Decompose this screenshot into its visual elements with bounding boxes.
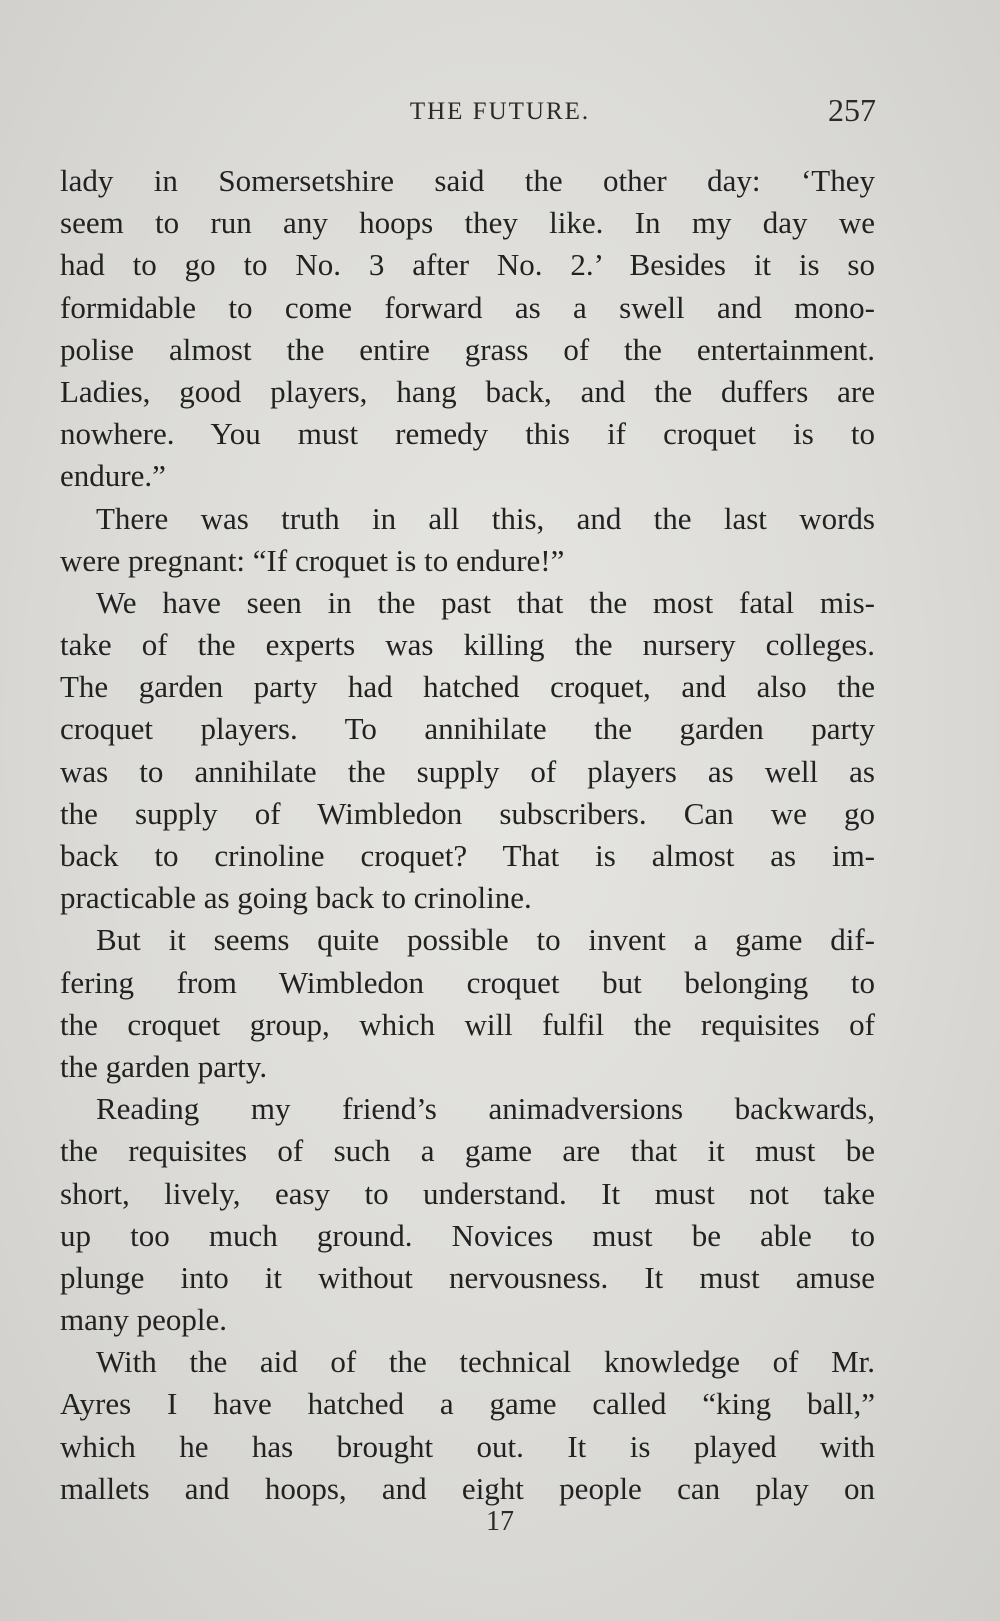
- text-line: fering from Wimbledon croquet but belonging to: [60, 964, 875, 1000]
- text-line: the requisites of such a game are that it must be: [60, 1133, 875, 1169]
- text-line: up too much ground. Novices must be able to: [60, 1217, 875, 1253]
- text-line: With the aid of the technical knowledge of Mr.: [96, 1344, 875, 1380]
- text-line: But it seems quite possible to invent a game dif-: [96, 922, 875, 958]
- signature-mark: 17: [486, 1506, 514, 1537]
- text-line: which he has brought out. It is played with: [60, 1428, 875, 1464]
- page-number: 257: [828, 92, 876, 128]
- text-line: We have seen in the past that the most fatal mis-: [96, 584, 875, 620]
- text-line: take of the experts was killing the nursery colleges.: [60, 627, 875, 663]
- text-line: croquet players. To annihilate the garden party: [60, 711, 875, 747]
- text-line: formidable to come forward as a swell and mono-: [60, 289, 875, 325]
- text-line: plunge into it without nervousness. It must amuse: [60, 1259, 875, 1295]
- page-header: [0, 92, 1000, 132]
- text-line: mallets and hoops, and eight people can play on: [60, 1470, 875, 1506]
- text-line: Reading my friend’s animadversions backwards,: [96, 1091, 875, 1127]
- text-line: Ladies, good players, hang back, and the duffers are: [60, 373, 875, 409]
- text-line: practicable as going back to crinoline.: [60, 880, 532, 916]
- body-text: [60, 160, 875, 1510]
- text-line: short, lively, easy to understand. It must not take: [60, 1175, 875, 1211]
- text-line: was to annihilate the supply of players as well as: [60, 753, 875, 789]
- text-line: lady in Somersetshire said the other day: ‘They: [60, 163, 875, 198]
- running-head: THE FUTURE.: [409, 98, 591, 125]
- text-line: the croquet group, which will fulfil the requisites of: [60, 1006, 875, 1042]
- text-line: many people.: [60, 1302, 228, 1338]
- text-line: endure.”: [60, 458, 166, 494]
- text-line: There was truth in all this, and the last words: [96, 500, 875, 536]
- text-line: were pregnant: “If croquet is to endure!”: [60, 542, 565, 578]
- text-line: Ayres I have hatched a game called “king ball,”: [60, 1386, 875, 1422]
- text-line: polise almost the entire grass of the entertainment.: [60, 331, 875, 367]
- text-line: had to go to No. 3 after No. 2.’ Besides it is so: [60, 247, 875, 283]
- text-line: the supply of Wimbledon subscribers. Can we go: [60, 795, 875, 831]
- text-line: seem to run any hoops they like. In my day we: [60, 205, 875, 241]
- text-line: back to crinoline croquet? That is almost as im-: [60, 838, 875, 873]
- text-line: the garden party.: [60, 1048, 268, 1084]
- text-line: The garden party had hatched croquet, and also the: [60, 669, 875, 705]
- text-line: nowhere. You must remedy this if croquet is to: [60, 416, 875, 452]
